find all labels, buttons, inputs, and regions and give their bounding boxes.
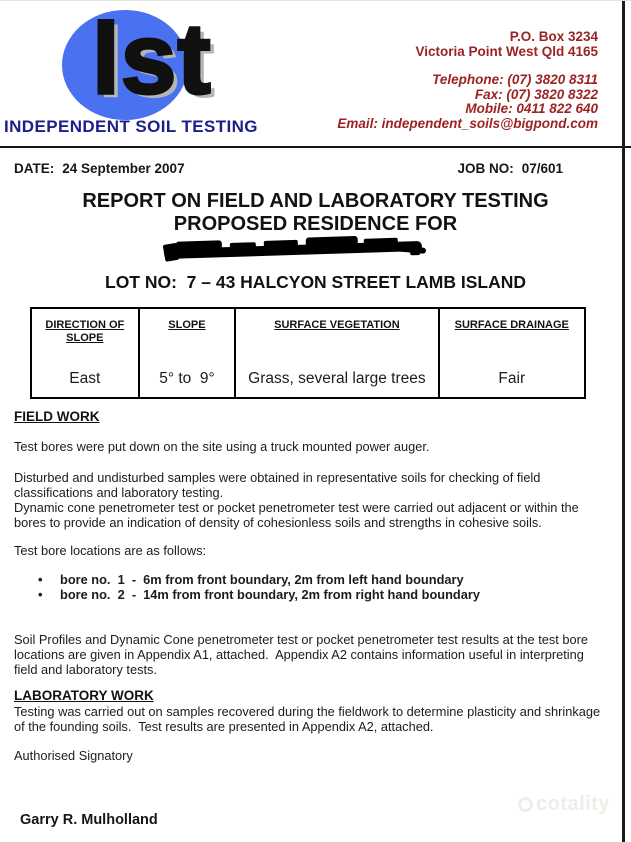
date-job-row	[14, 161, 563, 176]
table-cell-slope	[140, 309, 237, 397]
job-label: JOB NO:	[457, 161, 514, 176]
address-line: Victoria Point West Qld 4165	[415, 43, 598, 59]
job-field	[457, 161, 563, 176]
lot-number-line: LOT NO: 7 – 43 HALCYON STREET LAMB ISLAND	[105, 272, 526, 292]
site-conditions-table	[30, 307, 586, 399]
report-title-line1: REPORT ON FIELD AND LABORATORY TESTING	[82, 190, 549, 212]
watermark-text: cotality	[536, 793, 611, 815]
telephone-line: Telephone: (07) 3820 8311	[432, 72, 598, 88]
report-body	[14, 409, 614, 763]
authorised-signatory-label: Authorised Signatory	[14, 748, 133, 763]
header-divider	[0, 146, 631, 148]
field-work-heading: FIELD WORK	[14, 409, 100, 424]
bore-location-list	[14, 573, 614, 602]
signatory-name: Garry R. Mulholland	[20, 812, 158, 828]
contact-block	[337, 30, 598, 132]
mobile-line: Mobile: 0411 822 640	[465, 101, 598, 117]
table-cell-direction-of-slope	[32, 309, 140, 397]
watermark	[518, 793, 610, 816]
laboratory-work-heading: LABORATORY WORK	[14, 688, 154, 703]
contact-spacer	[337, 59, 598, 73]
cell-value: East	[69, 370, 101, 387]
field-work-paragraph-3: Test bore locations are as follows:	[14, 543, 207, 558]
scan-edge-line	[622, 1, 625, 842]
redacted-name-strikethrough	[164, 233, 423, 265]
bullet-icon: •	[38, 586, 43, 602]
date-value: 24 September 2007	[62, 161, 185, 176]
fax-line: Fax: (07) 3820 8322	[474, 86, 598, 102]
email-line: Email: independent_soils@bigpond.com	[337, 115, 598, 131]
table-cell-surface-drainage	[440, 309, 584, 397]
cell-value: Fair	[498, 370, 526, 387]
report-title-line2: PROPOSED RESIDENCE FOR	[173, 213, 458, 235]
job-value: 07/601	[521, 161, 563, 176]
column-header: SURFACE VEGETATION	[274, 319, 400, 331]
report-title	[0, 190, 631, 236]
column-header: DIRECTION OF SLOPE	[45, 319, 125, 344]
po-box-line: P.O. Box 3234	[509, 29, 598, 44]
watermark-logo-icon	[518, 797, 533, 812]
table-cell-surface-vegetation	[236, 309, 439, 397]
bore-1-text: bore no. 1 - 6m from front boundary, 2m from left hand boundary	[60, 572, 464, 587]
cell-value: 5° to 9°	[159, 370, 215, 387]
cell-value: Grass, several large trees	[248, 370, 426, 387]
bullet-icon: •	[38, 572, 43, 587]
field-work-paragraph-2: Disturbed and undisturbed samples were obtained in representative soils for checking of field classifications and laboratory testing. Dynamic cone penetrometer test or pocket penetrometer test were carried out adjacent or within the bores to provide an indication of density of cohesionless soils and strengths in cohesive soils.	[14, 470, 579, 530]
bore-1-item	[14, 573, 614, 588]
logo-monogram: lst	[92, 3, 212, 115]
date-label: DATE:	[14, 161, 55, 176]
bore-2-item	[14, 588, 614, 603]
laboratory-work-paragraph: Testing was carried out on samples recovered during the fieldwork to determine plasticity and shrinkage of the founding soils. Test results are presented in Appendix A2, attached.	[14, 704, 601, 734]
column-header: SURFACE DRAINAGE	[454, 319, 569, 331]
field-work-paragraph-4: Soil Profiles and Dynamic Cone penetrometer test or pocket penetrometer test results at the test bore locations are given in Appendix A1, attached. Appendix A2 contains information useful in interpreting field and laboratory tests.	[14, 632, 589, 677]
company-name: INDEPENDENT SOIL TESTING	[4, 117, 258, 136]
field-work-paragraph-1: Test bores were put down on the site using a truck mounted power auger.	[14, 439, 430, 454]
column-header: SLOPE	[168, 319, 206, 331]
date-field	[14, 161, 185, 176]
bore-2-text: bore no. 2 - 14m from front boundary, 2m from right hand boundary	[60, 586, 480, 602]
